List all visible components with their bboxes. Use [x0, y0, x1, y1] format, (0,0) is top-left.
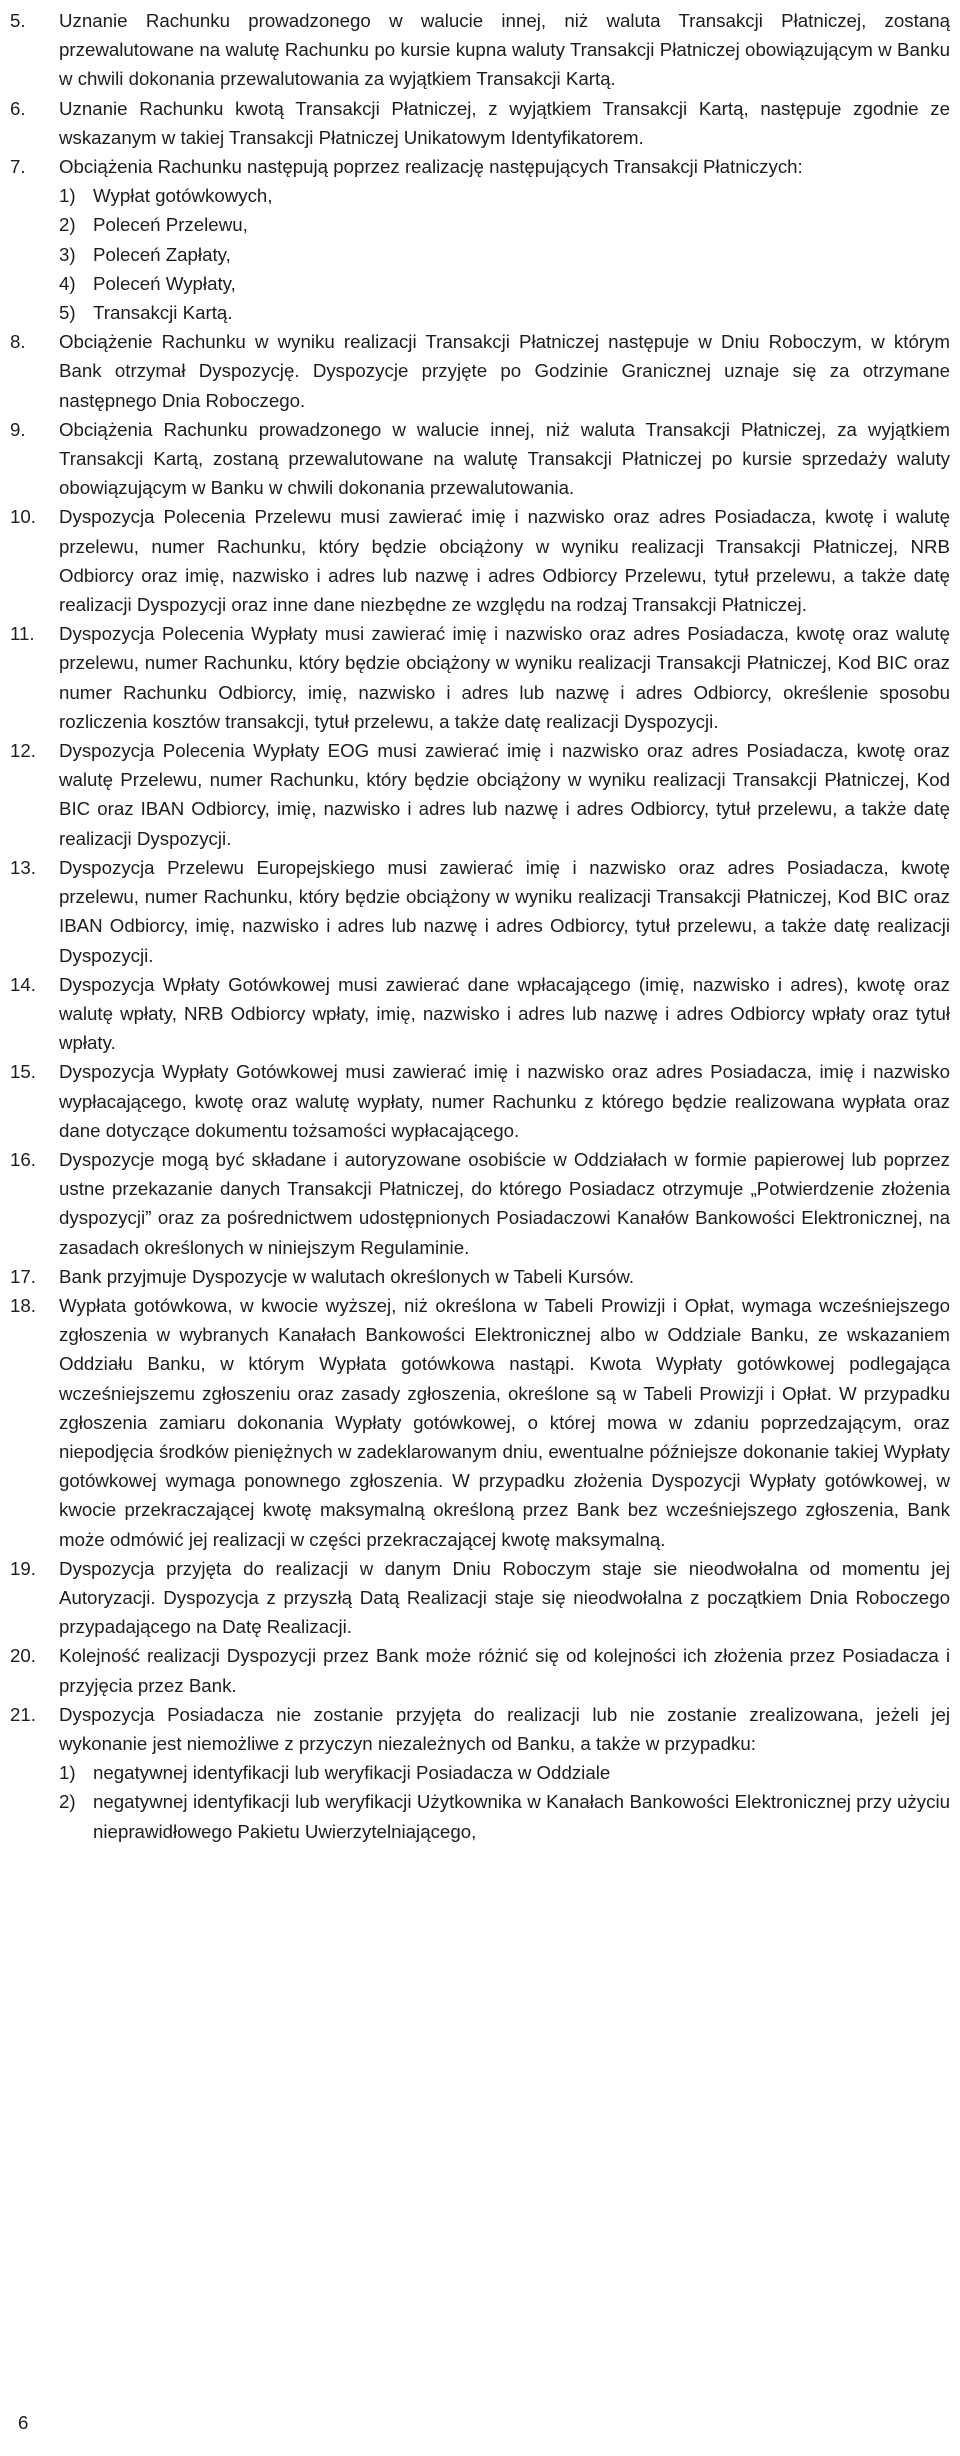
sub-item-number: 5) — [59, 302, 76, 324]
sub-item — [59, 298, 950, 327]
clause-number: 6. — [10, 97, 26, 119]
clause-7 — [10, 152, 950, 327]
clause-14 — [10, 970, 950, 1058]
clause-18 — [10, 1291, 950, 1554]
page-number: 6 — [18, 2412, 29, 2433]
clause-5 — [10, 6, 950, 94]
clause-body — [59, 1057, 950, 1145]
sub-item — [59, 240, 950, 269]
clause-text: Dyspozycja Polecenia Wypłaty musi zawierać imię i nazwisko oraz adres Posiadacza, kwotę oraz walutę przelewu, numer Rachunku, który będzie obciążony w wyniku realizacji Transakcji Płatniczej, Kod BIC oraz numer Rachunku Odbiorcy, imię, nazwisko i adres lub nazwę i adres Odbiorcy, określenie sposobu rozliczenia kosztów transakcji, tytuł przelewu, a także datę realizacji Dyspozycji. — [59, 623, 950, 732]
clause-number: 19. — [10, 1557, 36, 1579]
clause-text: Obciążenie Rachunku w wyniku realizacji Transakcji Płatniczej następuje w Dniu Roboczym, w którym Bank otrzymał Dyspozycję. Dyspozycje przyjęte po Godzinie Granicznej uznaje się za otrzymane następnego Dnia Roboczego. — [59, 331, 950, 411]
clause-number: 21. — [10, 1703, 36, 1725]
clause-body — [59, 970, 950, 1058]
sub-item-text: Poleceń Wypłaty, — [93, 272, 236, 294]
sub-item-text: negatywnej identyfikacji lub weryfikacji Użytkownika w Kanałach Bankowości Elektronicznej przy użyciu nieprawidłowego Pakietu Uwierzytelniającego, — [93, 1791, 950, 1842]
clause-body — [59, 1700, 950, 1846]
clause-19 — [10, 1554, 950, 1642]
clause-number: 14. — [10, 973, 36, 995]
clause-11 — [10, 619, 950, 736]
sub-item-number: 1) — [59, 1762, 76, 1784]
sub-item-number: 2) — [59, 214, 76, 236]
clause-number: 11. — [10, 623, 35, 645]
clause-body — [59, 415, 950, 503]
clause-number: 17. — [10, 1265, 36, 1287]
clause-body — [59, 1641, 950, 1699]
clause-text: Dyspozycje mogą być składane i autoryzowane osobiście w Oddziałach w formie papierowej lub poprzez ustne przekazanie danych Transakcji Płatniczej, do którego Posiadacz otrzymuje „Potwierdzenie złożenia dyspozycji” oraz za pośrednictwem udostępnionych Posiadaczowi Kanałów Bankowości Elektronicznej, na zasadach określonych w niniejszym Regulaminie. — [59, 1148, 950, 1258]
clause-21 — [10, 1700, 950, 1846]
clause-16 — [10, 1145, 950, 1262]
clause-text: Dyspozycja Polecenia Wypłaty EOG musi zawierać imię i nazwisko oraz adres Posiadacza, kwotę oraz walutę Przelewu, numer Rachunku, który będzie obciążony w wyniku realizacji Transakcji Płatniczej, Kod BIC oraz IBAN Odbiorcy, imię, nazwisko i adres lub nazwę i adres Odbiorcy, tytuł przelewu, a także datę realizacji Dyspozycji. — [59, 740, 950, 849]
clause-number: 9. — [10, 418, 26, 440]
clause-text: Bank przyjmuje Dyspozycje w walutach określonych w Tabeli Kursów. — [59, 1265, 635, 1287]
clause-text: Uznanie Rachunku prowadzonego w walucie innej, niż waluta Transakcji Płatniczej, zostaną przewalutowane na walutę Rachunku po kursie kupna waluty Transakcji Płatniczej obowiązującym w Banku w chwili dokonania przewalutowania za wyjątkiem Transakcji Kartą. — [59, 10, 950, 90]
clause-text: Dyspozycja Polecenia Przelewu musi zawierać imię i nazwisko oraz adres Posiadacza, kwotę i walutę przelewu, numer Rachunku, który będzie obciążony w wyniku realizacji Transakcji Płatniczej, NRB Odbiorcy oraz imię, nazwisko i adres lub nazwę i adres Odbiorcy Przelewu, tytuł przelewu, a także datę realizacji Dyspozycji oraz inne dane niezbędne ze względu na rodzaj Transakcji Płatniczej. — [59, 506, 950, 616]
sub-item-text: Transakcji Kartą. — [93, 302, 233, 324]
clause-13 — [10, 853, 950, 970]
sub-item-text: Poleceń Zapłaty, — [93, 243, 231, 265]
clause-number: 5. — [10, 10, 26, 31]
clause-text: Uznanie Rachunku kwotą Transakcji Płatniczej, z wyjątkiem Transakcji Kartą, następuje zgodnie ze wskazanym w takiej Transakcji Płatniczej Unikatowym Identyfikatorem. — [59, 97, 950, 148]
clause-number: 7. — [10, 156, 26, 178]
clause-17 — [10, 1262, 950, 1291]
clause-text: Dyspozycja Wypłaty Gotówkowej musi zawierać imię i nazwisko oraz adres Posiadacza, imię i nazwisko wypłacającego, kwotę oraz walutę wypłaty, numer Rachunku z którego będzie realizowana wypłata oraz dane dotyczące dokumentu tożsamości wypłacającego. — [59, 1061, 950, 1141]
sub-item-number: 4) — [59, 272, 76, 294]
clause-text: Dyspozycja przyjęta do realizacji w danym Dniu Roboczym staje sie nieodwołalna od momentu jej Autoryzacji. Dyspozycja z przyszłą Datą Realizacji staje się nieodwołalna z początkiem Dnia Roboczego przypadającego na Datę Realizacji. — [59, 1557, 950, 1638]
clause-6 — [10, 94, 950, 152]
clause-number: 13. — [10, 856, 36, 878]
clause-body — [59, 6, 950, 94]
clause-text: Dyspozycja Posiadacza nie zostanie przyjęta do realizacji lub nie zostanie zrealizowana, jeżeli jej wykonanie jest niemożliwe z przyczyn niezależnych od Banku, a także w przypadku: — [59, 1703, 950, 1754]
sub-item-text: Wypłat gotówkowych, — [93, 185, 273, 207]
clause-number: 20. — [10, 1645, 36, 1667]
clause-body — [59, 327, 950, 415]
sub-item-number: 1) — [59, 185, 76, 207]
clause-body — [59, 502, 950, 619]
clause-body — [59, 1145, 950, 1262]
clause-body — [59, 853, 950, 970]
sub-item — [59, 1758, 950, 1787]
clause-number: 12. — [10, 740, 36, 762]
clause-20 — [10, 1641, 950, 1699]
sub-item — [59, 210, 950, 239]
clause-number: 15. — [10, 1061, 36, 1083]
clause-text: Obciążenia Rachunku prowadzonego w walucie innej, niż waluta Transakcji Płatniczej, za wyjątkiem Transakcji Kartą, zostaną przewalutowane na walutę Transakcji Płatniczej po kursie sprzedaży waluty obowiązującym w Banku w chwili dokonania przewalutowania. — [59, 418, 950, 499]
clause-number: 16. — [10, 1148, 36, 1170]
clause-body — [59, 152, 950, 327]
clause-12 — [10, 736, 950, 853]
clause-text: Obciążenia Rachunku następują poprzez realizację następujących Transakcji Płatniczych: — [59, 156, 803, 178]
clause-9 — [10, 415, 950, 503]
clause-text: Dyspozycja Wpłaty Gotówkowej musi zawierać dane wpłacającego (imię, nazwisko i adres), kwotę oraz walutę wpłaty, NRB Odbiorcy wpłaty, imię, nazwisko i adres lub nazwę i adres Odbiorcy wpłaty oraz tytuł wpłaty. — [59, 973, 950, 1054]
sub-item-text: negatywnej identyfikacji lub weryfikacji Posiadacza w Oddziale — [93, 1762, 611, 1784]
clause-body — [59, 736, 950, 853]
clause-text: Kolejność realizacji Dyspozycji przez Bank może różnić się od kolejności ich złożenia przez Posiadacza i przyjęcia przez Bank. — [59, 1645, 950, 1696]
clause-8 — [10, 327, 950, 415]
clause-text: Wypłata gotówkowa, w kwocie wyższej, niż określona w Tabeli Prowizji i Opłat, wymaga wcześniejszego zgłoszenia w wybranych Kanałach Bankowości Elektronicznej albo w Oddziale Banku, ze wskazaniem Oddziału Banku, w którym Wypłata gotówkowa nastąpi. Kwota Wypłaty gotówkowej podlegająca wcześniejszemu zgłoszeniu oraz zasady zgłoszenia, określone są w Tabeli Prowizji i Opłat. W przypadku zgłoszenia zamiaru dokonania Wypłaty gotówkowej, o której mowa w zdaniu poprzedzającym, oraz niepodjęcia środków pieniężnych w zadeklarowanym dniu, ewentualne późniejsze dokonanie takiej Wypłaty gotówkowej wymaga ponownego zgłoszenia. W przypadku złożenia Dyspozycji Wypłaty gotówkowej, w kwocie przekraczającej kwotę maksymalną określoną przez Bank bez wcześniejszego zgłoszenia, Bank może odmówić jej realizacji w części przekraczającej kwotę maksymalną. — [59, 1294, 950, 1550]
clause-number: 10. — [10, 506, 36, 528]
clause-number: 8. — [10, 331, 26, 353]
clause-body — [59, 619, 950, 736]
sub-item-number: 2) — [59, 1791, 76, 1813]
clause-text: Dyspozycja Przelewu Europejskiego musi zawierać imię i nazwisko oraz adres Posiadacza, kwotę przelewu, numer Rachunku, który będzie obciążony w wyniku realizacji Transakcji Płatniczej, Kod BIC oraz IBAN Odbiorcy, imię, nazwisko i adres lub nazwę i adres Odbiorcy, tytuł przelewu, a także datę realizacji Dyspozycji. — [59, 856, 950, 966]
sub-item — [59, 269, 950, 298]
sub-item — [59, 181, 950, 210]
regulation-text — [10, 6, 950, 1846]
clause-body — [59, 1291, 950, 1554]
clause-15 — [10, 1057, 950, 1145]
sub-item-number: 3) — [59, 243, 76, 265]
sub-item — [59, 1787, 950, 1845]
sub-item-text: Poleceń Przelewu, — [93, 214, 248, 236]
clause-body — [59, 1262, 950, 1291]
clause-body — [59, 94, 950, 152]
clause-10 — [10, 502, 950, 619]
clause-number: 18. — [10, 1294, 36, 1316]
clause-body — [59, 1554, 950, 1642]
